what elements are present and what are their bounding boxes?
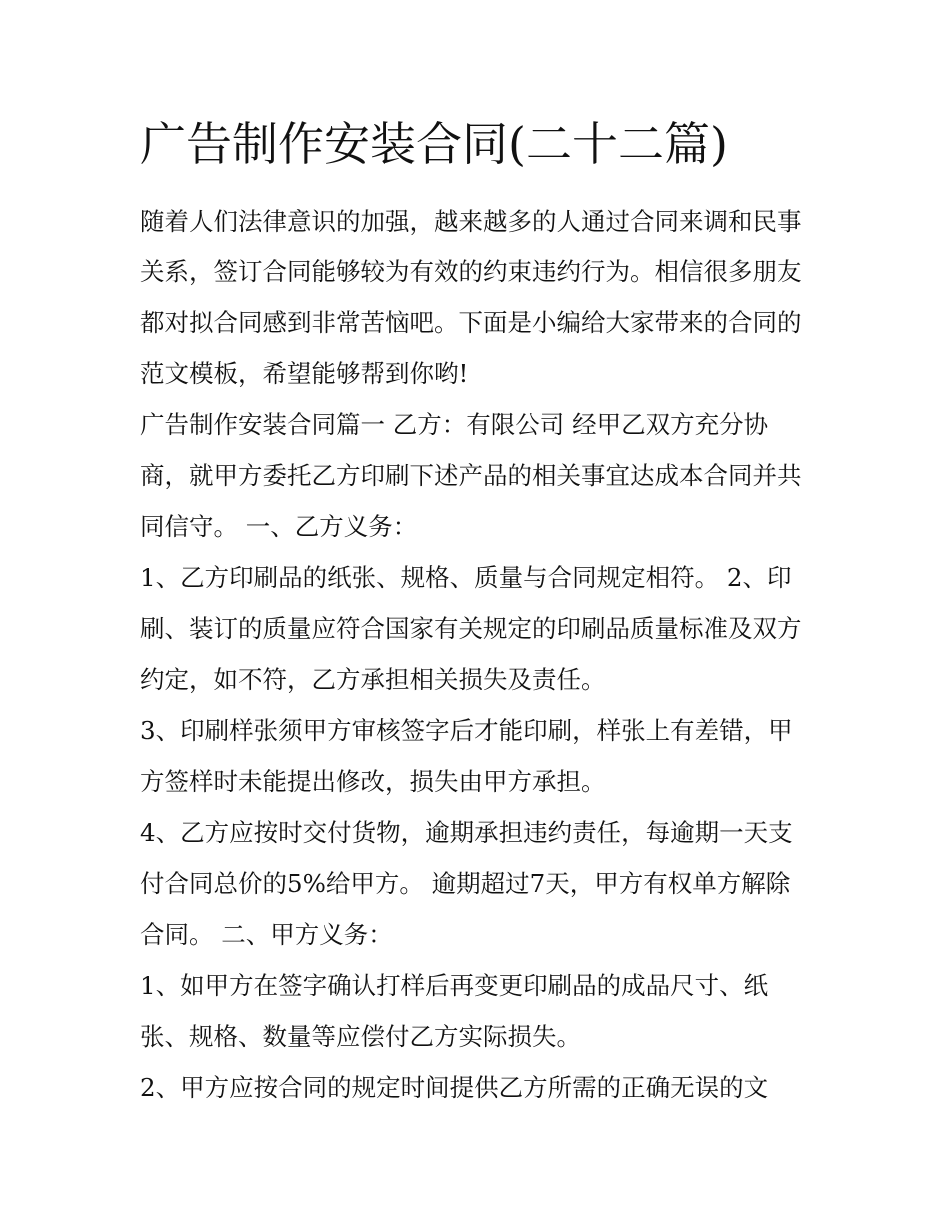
body-line-2: 关系，签订合同能够较为有效的约束违约行为。相信很多朋友 [140,257,802,286]
body-line-15: 合同。 二、甲方义务： [140,920,393,949]
document-title: 广告制作安装合同(二十二篇) [140,117,728,171]
body-line-8: 1、乙方印刷品的纸张、规格、质量与合同规定相符。 2、印 [140,563,792,592]
body-line-5: 广告制作安装合同篇一 乙方：有限公司 经甲乙双方充分协 [140,410,769,439]
body-line-1: 随着人们法律意识的加强，越来越多的人通过合同来调和民事 [140,207,802,236]
body-line-10: 约定，如不符，乙方承担相关损失及责任。 [140,665,606,694]
body-line-3: 都对拟合同感到非常苦恼吧。下面是小编给大家带来的合同的 [140,308,802,337]
body-line-12: 方签样时未能提出修改，损失由甲方承担。 [140,767,606,796]
body-line-4: 范文模板，希望能够帮到你哟! [140,359,469,388]
body-line-16: 1、如甲方在签字确认打样后再变更印刷品的成品尺寸、纸 [140,971,769,1000]
body-line-13: 4、乙方应按时交付货物，逾期承担违约责任，每逾期一天支 [140,818,793,847]
body-line-11: 3、印刷样张须甲方审核签字后才能印刷，样张上有差错，甲 [140,716,793,745]
body-line-17: 张、规格、数量等应偿付乙方实际损失。 [140,1022,581,1051]
body-line-18: 2、甲方应按合同的规定时间提供乙方所需的正确无误的文 [140,1073,769,1102]
body-line-6: 商，就甲方委托乙方印刷下述产品的相关事宜达成本合同并共 [140,461,802,490]
body-line-9: 刷、装订的质量应符合国家有关规定的印刷品质量标准及双方 [140,614,802,643]
body-line-7: 同信守。 一、乙方义务： [140,512,418,541]
body-line-14: 付合同总价的5%给甲方。 逾期超过7天，甲方有权单方解除 [140,869,791,898]
